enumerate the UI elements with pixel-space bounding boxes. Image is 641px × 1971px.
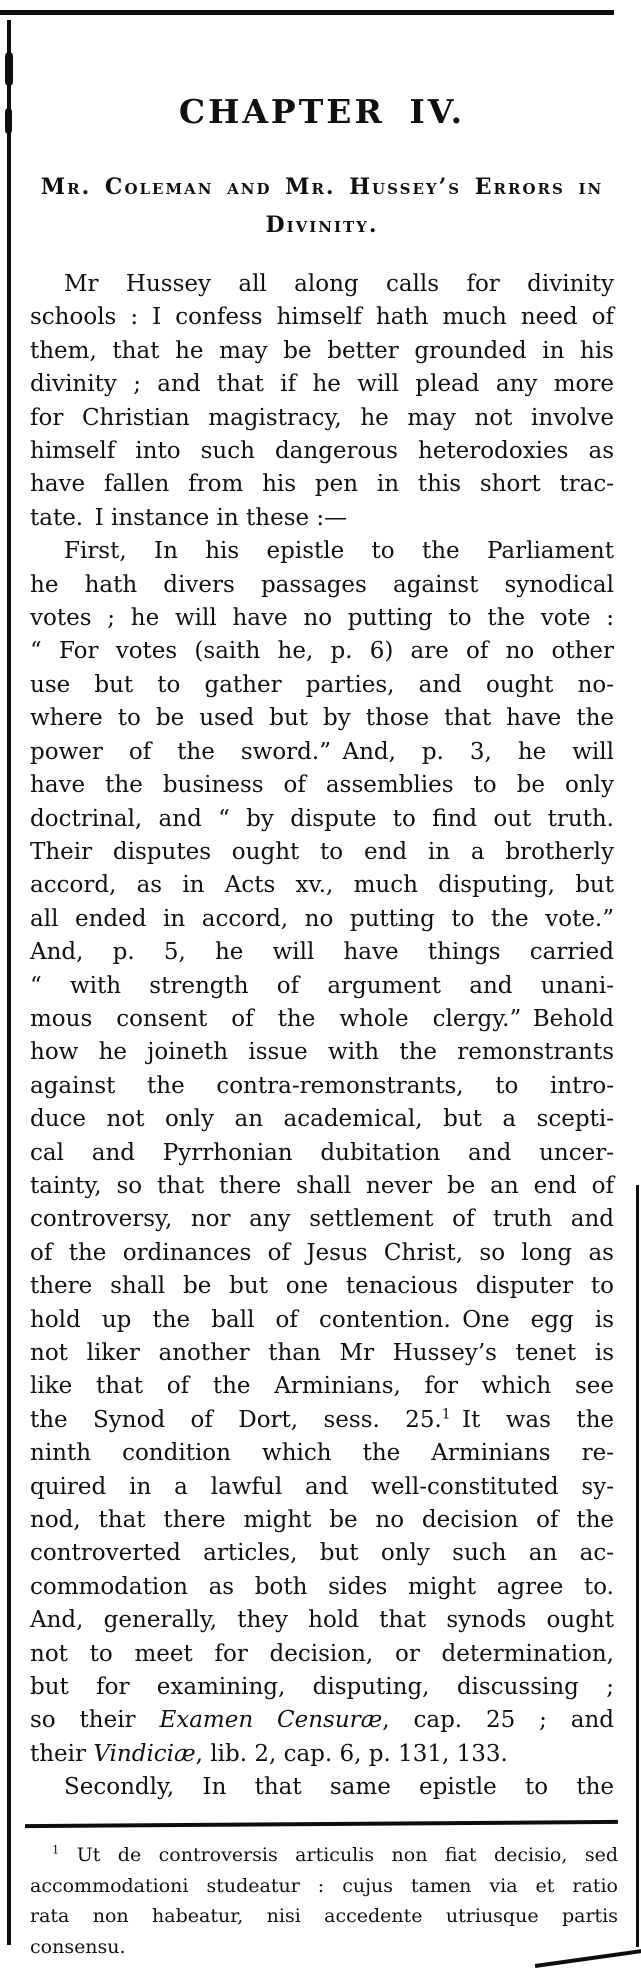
paragraph <box>30 268 614 535</box>
text-line: all ended in accord, no putting to the vote.” <box>30 905 614 932</box>
text-line: accord, as in Acts xv., much disputing, but <box>30 872 614 899</box>
text-line: Secondly, In that same epistle to the <box>64 1774 614 1801</box>
section-heading-line1: Mr. Coleman and Mr. Hussey’s Errors in <box>40 174 604 200</box>
text-line: how he joineth issue with the remonstrants <box>30 1039 614 1066</box>
text-line: have fallen from his pen in this short trac- <box>30 471 614 498</box>
text-line: have the business of assemblies to be only <box>30 772 614 799</box>
text-line: doctrinal, and “ by dispute to find out truth. <box>30 805 614 832</box>
text-line: of the ordinances of Jesus Christ, so long as <box>30 1239 614 1266</box>
text-line: hold up the ball of contention. One egg is <box>30 1306 614 1333</box>
text-line: against the contra-remonstrants, to intro- <box>30 1072 614 1099</box>
text-line: so their Examen Censuræ, cap. 25 ; and <box>30 1707 614 1734</box>
text-line: not to meet for decision, or determination, <box>30 1640 614 1667</box>
chapter-title: CHAPTER IV. <box>178 92 466 131</box>
text-line: $^1$ Ut de controversis articulis non fiat decisio, sed <box>52 1842 618 1866</box>
section-heading <box>30 168 614 244</box>
text-line: votes ; he will have no putting to the vote : <box>30 605 614 632</box>
text-line: nod, that there might be no decision of the <box>30 1507 614 1534</box>
footnote-text <box>30 1840 618 1962</box>
text-line: their Vindiciæ, lib. 2, cap. 6, p. 131, 133. <box>30 1740 508 1767</box>
text-line: commodation as both sides might agree to. <box>30 1573 614 1600</box>
paragraph <box>30 535 614 1771</box>
footnote-reference: 1 <box>441 1406 451 1423</box>
text-line: divinity ; and that if he will plead any more <box>30 371 614 398</box>
text-line: like that of the Arminians, for which see <box>30 1373 614 1400</box>
text-line: he hath divers passages against synodical <box>30 571 614 598</box>
text-line: the Synod of Dort, sess. 25.$^1$ It was the <box>30 1406 614 1433</box>
text-line: controversy, nor any settlement of truth and <box>30 1206 614 1233</box>
text-line: Their disputes ought to end in a brotherly <box>30 838 614 865</box>
text-line: quired in a lawful and well-constituted sy- <box>30 1473 614 1500</box>
text-line: duce not only an academical, but a scepti- <box>30 1106 614 1133</box>
left-border-rule <box>7 20 11 1945</box>
text-line: mous consent of the whole clergy.” Behold <box>30 1005 614 1032</box>
text-line: for Christian magistracy, he may not involve <box>30 404 614 431</box>
text-line: controverted articles, but only such an ac- <box>30 1540 614 1567</box>
text-line: them, that he may be better grounded in his <box>30 337 614 364</box>
text-line: schools : I confess himself hath much need of <box>30 304 614 331</box>
text-line: “ with strength of argument and unani- <box>30 972 614 999</box>
text-line: tainty, so that there shall never be an end of <box>30 1172 614 1199</box>
text-line: himself into such dangerous heterodoxies as <box>30 438 614 465</box>
text-line: but for examining, disputing, discussing ; <box>30 1674 614 1701</box>
text-line: And, generally, they hold that synods ought <box>30 1607 614 1634</box>
text-line: Mr Hussey all along calls for divinity <box>64 271 614 297</box>
text-line: cal and Pyrrhonian dubitation and uncer- <box>30 1139 614 1166</box>
ink-blob <box>5 108 12 134</box>
text-line: accommodationi studeatur : cujus tamen via et ratio <box>30 1874 618 1897</box>
body-text <box>30 268 614 1805</box>
section-heading-line2: Divinity. <box>265 212 379 238</box>
paragraph <box>30 1771 614 1804</box>
footnote-reference: 1 <box>52 1842 60 1857</box>
text-line: not liker another than Mr Hussey’s tenet is <box>30 1340 614 1366</box>
text-line: And, p. 5, he will have things carried <box>30 939 614 966</box>
text-line: First, In his epistle to the Parliament <box>64 538 614 565</box>
text-line: where to be used but by those that have the <box>30 705 614 732</box>
text-line: ninth condition which the Arminians re- <box>30 1440 614 1467</box>
page-content <box>30 0 614 1805</box>
text-line: consensu. <box>30 1935 126 1958</box>
text-line: use but to gather parties, and ought no- <box>30 671 614 698</box>
text-line: tate. I instance in these :— <box>30 504 348 531</box>
text-line: power of the sword.” And, p. 3, he will <box>30 738 614 765</box>
text-line: there shall be but one tenacious disputer to <box>30 1273 614 1300</box>
text-line: rata non habeatur, nisi accedente utriusque partis <box>30 1905 618 1927</box>
ink-blob <box>5 52 13 86</box>
text-line: “ For votes (saith he, p. 6) are of no other <box>30 638 614 665</box>
right-border-rule <box>636 1185 639 1947</box>
footnote-separator-rule <box>25 1820 618 1828</box>
